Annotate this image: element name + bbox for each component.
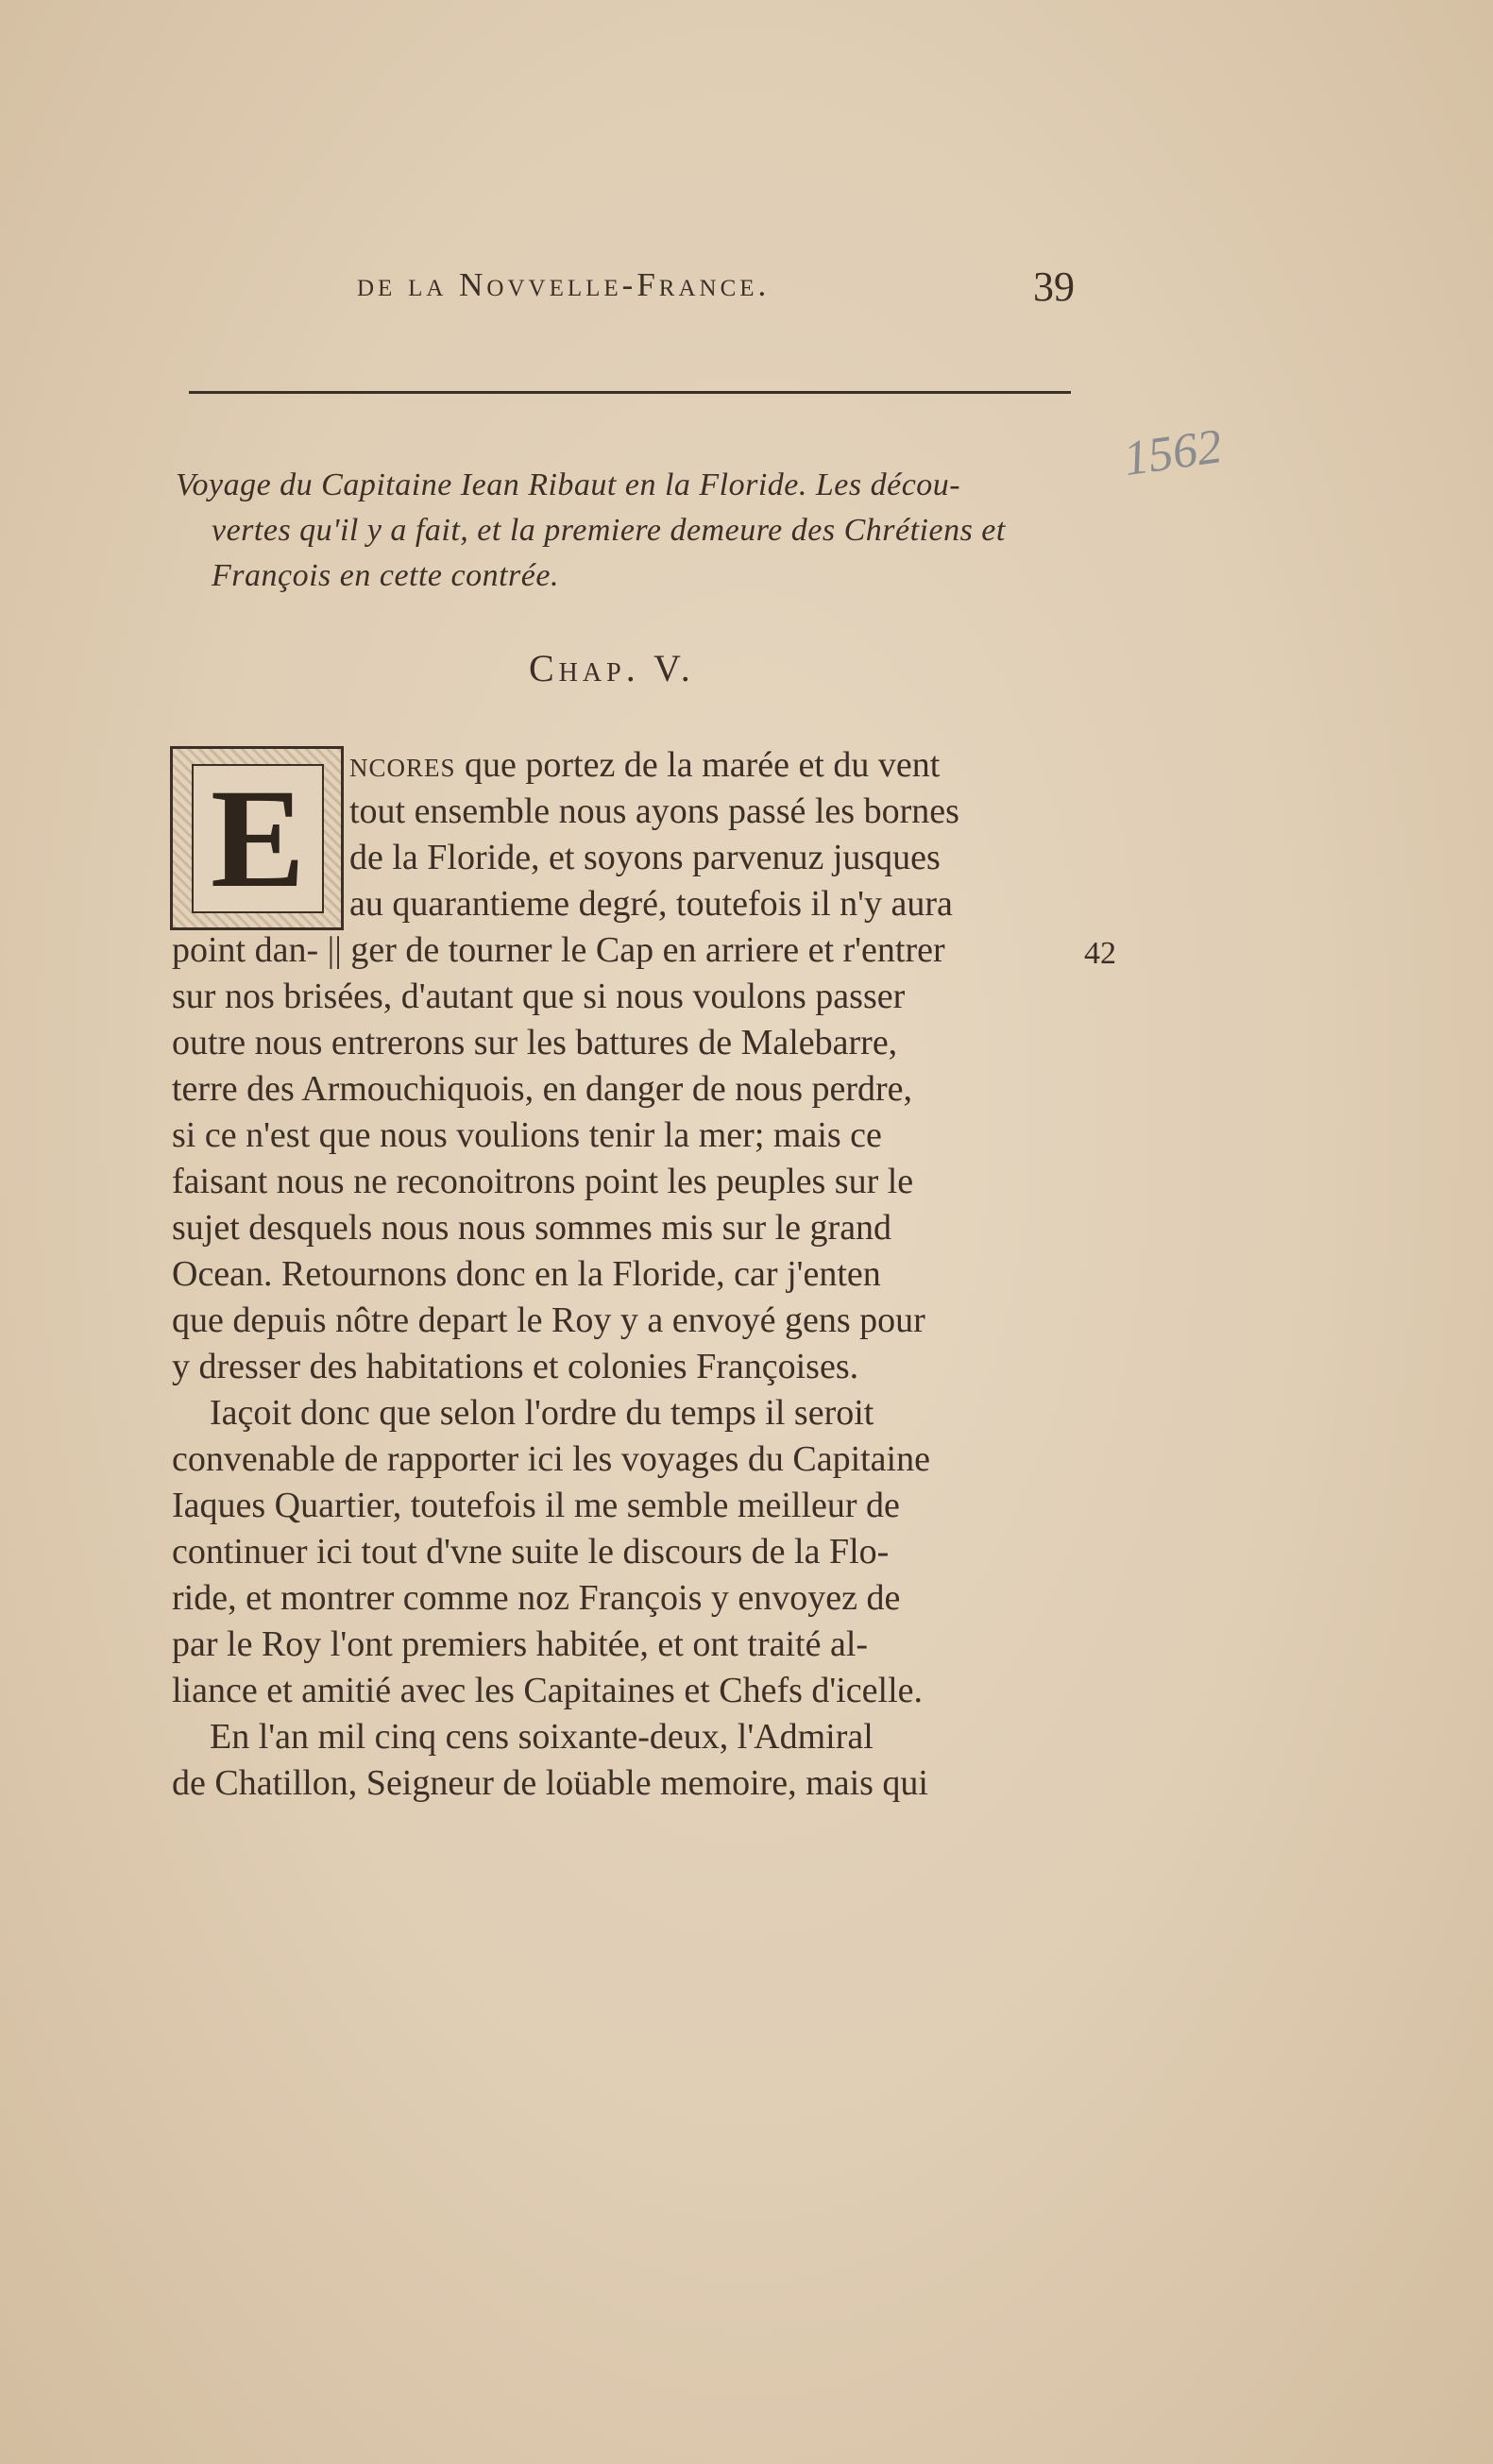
- body-line: convenable de rapporter ici les voyages du Capitaine: [172, 1439, 930, 1479]
- summary-line: Voyage du Capitaine Iean Ribaut en la Floride. Les décou-: [176, 467, 961, 502]
- body-line: tout ensemble nous ayons passé les bornes: [349, 791, 959, 831]
- handwritten-year-note: 1562: [1120, 419, 1226, 486]
- body-line: En l'an mil cinq cens soixante-deux, l'Admiral: [210, 1717, 874, 1757]
- body-line: Iaques Quartier, toutefois il me semble meilleur de: [172, 1486, 900, 1525]
- body-line: y dresser des habitations et colonies Françoises.: [172, 1347, 859, 1386]
- first-line-text: que portez de la marée et du vent: [455, 745, 941, 785]
- body-line: que depuis nôtre depart le Roy y a envoyé gens pour: [172, 1300, 925, 1340]
- body-line: ride, et montrer comme noz François y envoyez de: [172, 1578, 901, 1618]
- summary-line: François en cette contrée.: [212, 558, 559, 593]
- body-line: terre des Armouchiquois, en danger de nous perdre,: [172, 1069, 913, 1109]
- body-line: point dan- || ger de tourner le Cap en arriere et r'entrer: [172, 930, 945, 970]
- header-rule: [189, 391, 1071, 394]
- body-line: continuer ici tout d'vne suite le discours de la Flo-: [172, 1532, 890, 1572]
- ornamental-initial: [170, 746, 344, 930]
- body-line: de Chatillon, Seigneur de loüable memoire, mais qui: [172, 1763, 928, 1803]
- body-line: de la Floride, et soyons parvenuz jusques: [349, 838, 941, 877]
- initial-letter: E: [210, 760, 306, 917]
- chapter-heading: Chap. V.: [529, 647, 695, 689]
- body-line: outre nous entrerons sur les battures de Malebarre,: [172, 1023, 898, 1062]
- body-line: Ocean. Retournons donc en la Floride, car j'enten: [172, 1254, 881, 1294]
- page-number: 39: [1033, 263, 1075, 310]
- marginal-page-reference: 42: [1084, 936, 1116, 971]
- summary-line: vertes qu'il y a fait, et la premiere demeure des Chrétiens et: [212, 513, 1006, 548]
- body-line: faisant nous ne reconoitrons point les peuples sur le: [172, 1162, 914, 1201]
- body-line: sur nos brisées, d'autant que si nous voulons passer: [172, 977, 906, 1016]
- chapter-summary: [176, 463, 1073, 599]
- body-line: Iaçoit donc que selon l'ordre du temps il seroit: [210, 1393, 874, 1433]
- body-line-first: [349, 744, 940, 786]
- running-title: de la Novvelle-France.: [357, 266, 771, 303]
- body-line: par le Roy l'ont premiers habitée, et ont traité al-: [172, 1624, 869, 1664]
- body-line: sujet desquels nous nous sommes mis sur le grand: [172, 1208, 892, 1248]
- body-line: au quarantieme degré, toutefois il n'y aura: [349, 884, 953, 924]
- body-line: si ce n'est que nous voulions tenir la mer; mais ce: [172, 1115, 882, 1155]
- first-word-smallcaps: ncores: [349, 745, 456, 785]
- body-line: liance et amitié avec les Capitaines et Chefs d'icelle.: [172, 1671, 924, 1710]
- page-header: [357, 263, 1075, 314]
- ornamental-initial-frame: [192, 760, 324, 917]
